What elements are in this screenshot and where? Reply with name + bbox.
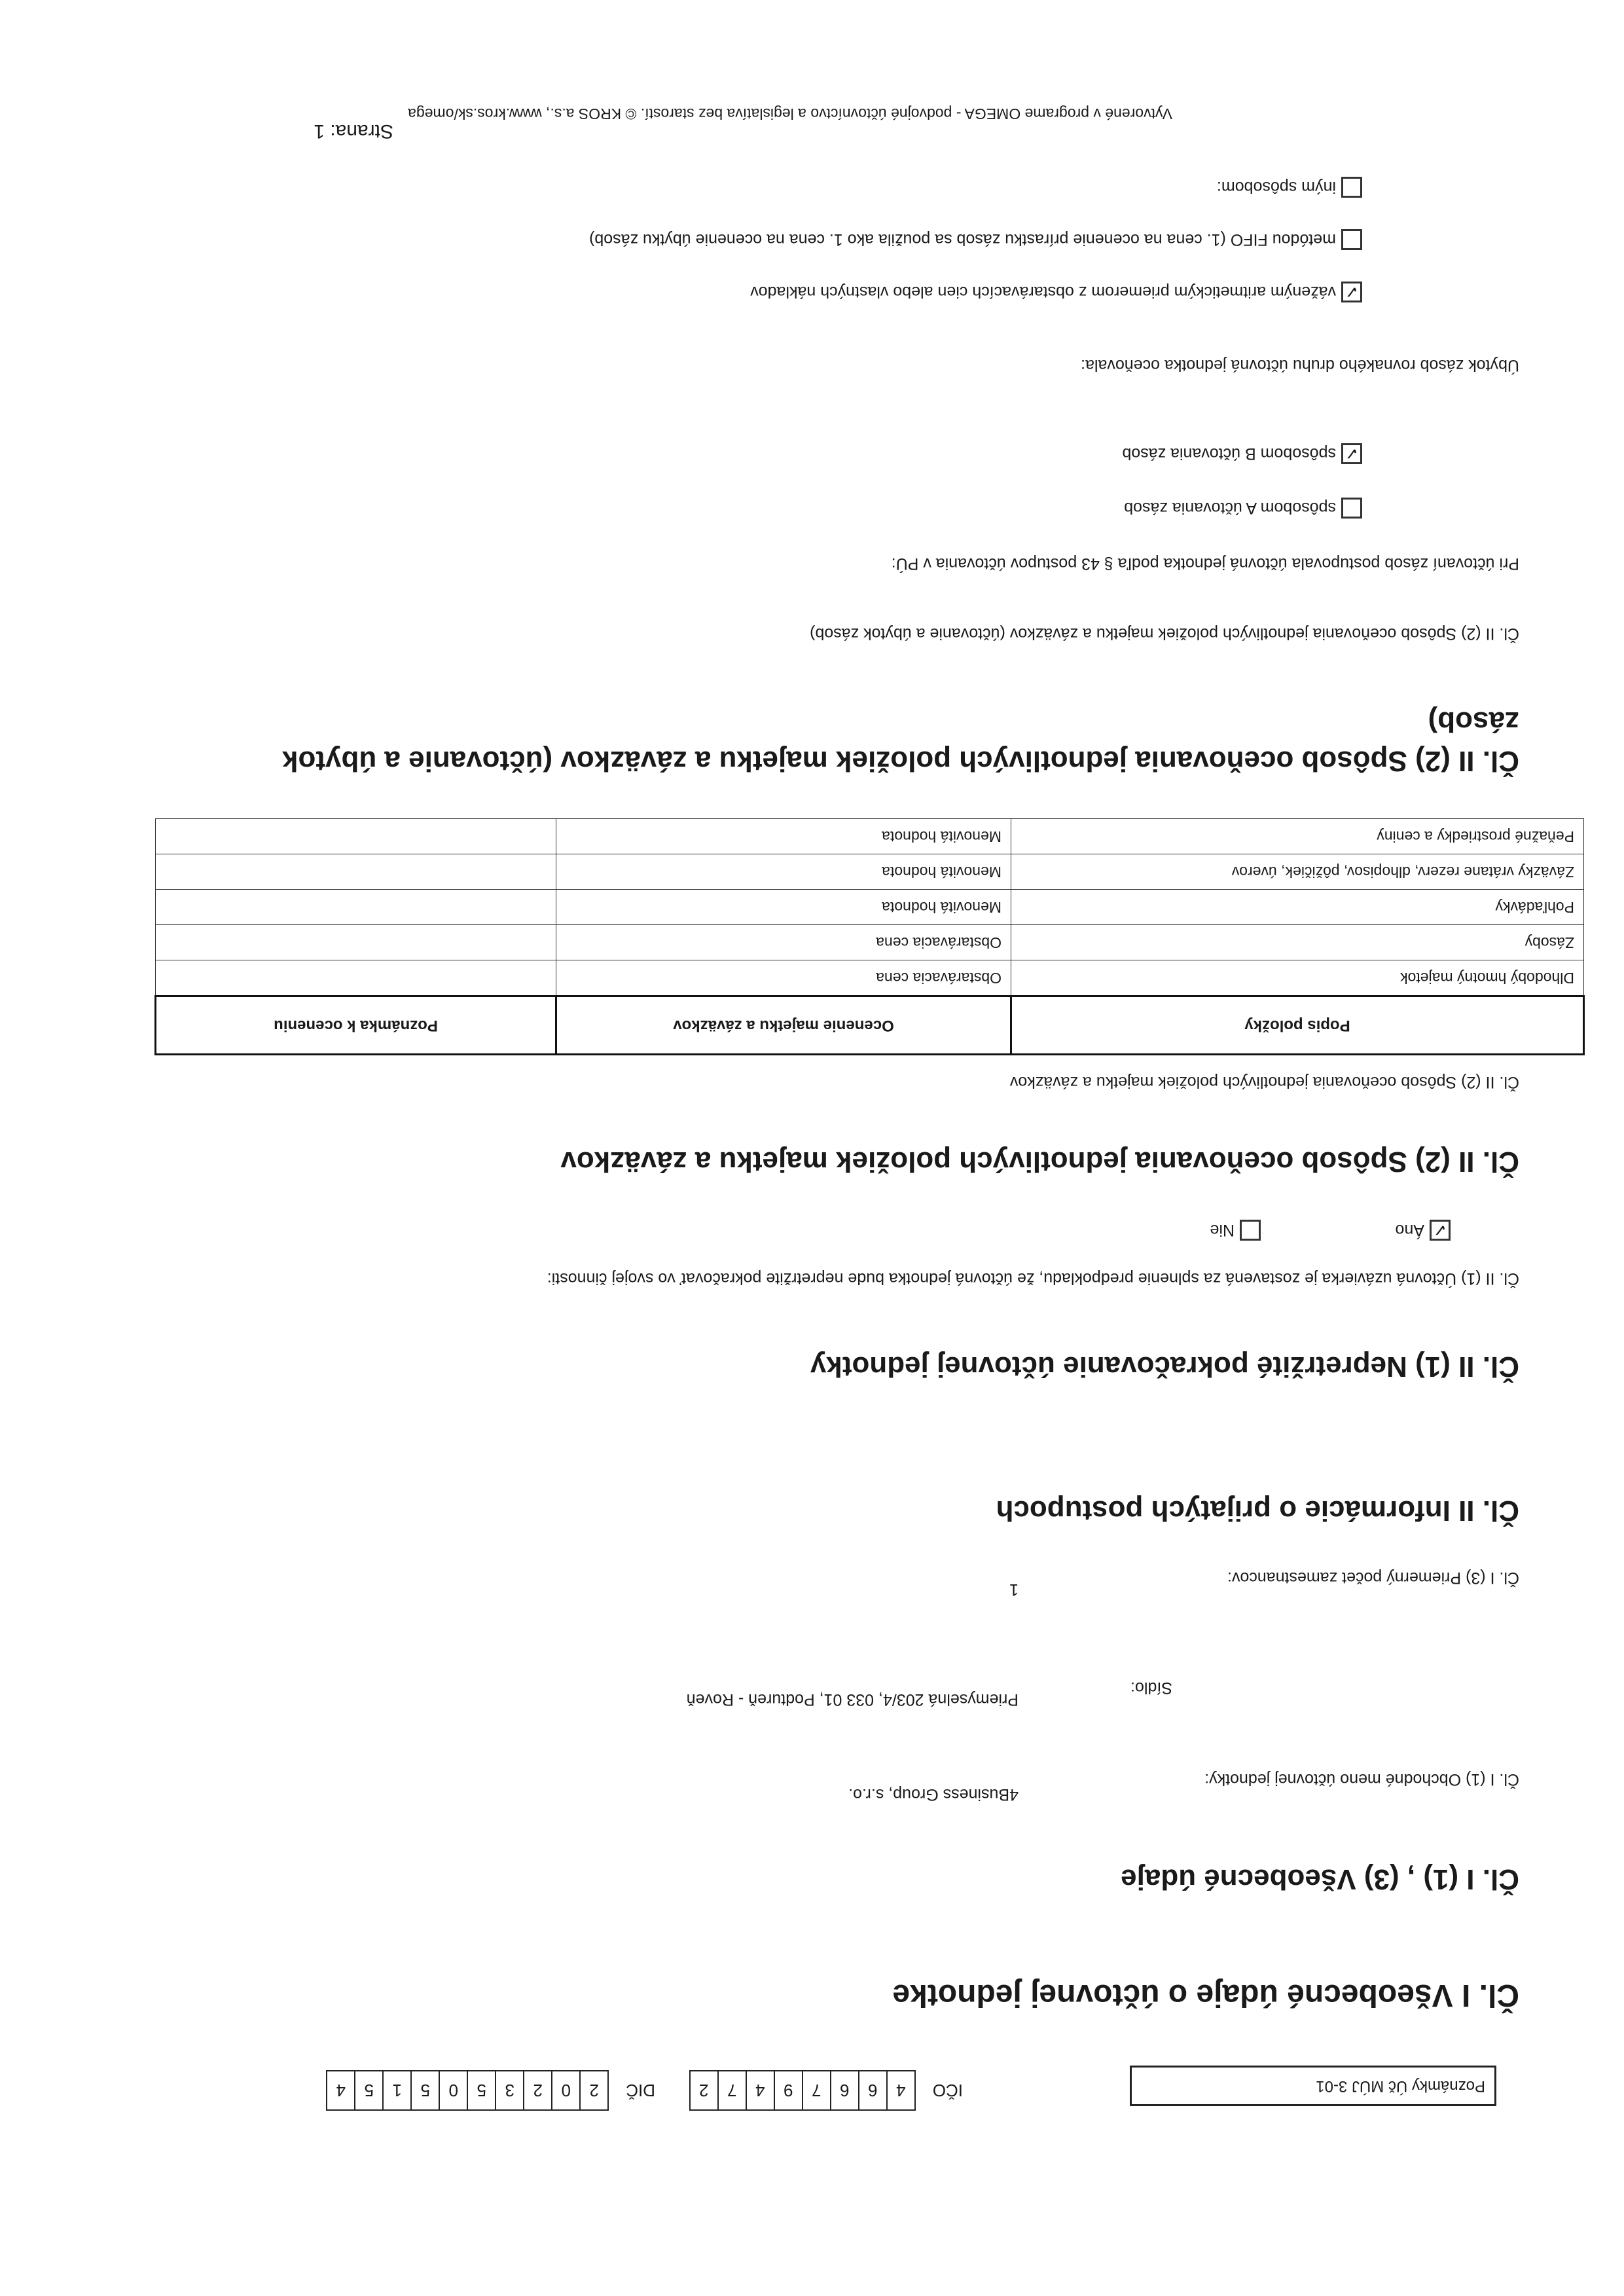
decrease-option-fifo[interactable] — [589, 229, 1362, 250]
table-cell: Zásoby — [1011, 925, 1584, 960]
method-b-label: spôsobom B účtovania zásob — [1122, 445, 1336, 464]
inventory-title-line2: zásob) — [1428, 706, 1519, 738]
option-yes-label: Áno — [1395, 1221, 1424, 1240]
valuation-subtext: Čl. II (2) Spôsob oceňovania jednotlivých položiek majetku a záväzkov — [1009, 1073, 1519, 1091]
ico-field — [689, 2069, 963, 2111]
dic-digit: 0 — [551, 2071, 579, 2109]
table-cell: Menovitá hodnota — [556, 854, 1011, 890]
footer-created-text: Vytvorené v programe OMEGA - podvojné účtovníctvo a legislatíva bez starostí. © KROS a.s., www.kros.sk/omega — [408, 105, 1172, 122]
ico-digit: 4 — [886, 2071, 914, 2109]
dic-digit: 5 — [410, 2071, 439, 2109]
section1-title: Čl. I Všeobecné údaje o účtovnej jednotke — [892, 1978, 1519, 2013]
table-row — [156, 960, 1584, 996]
table-row — [156, 854, 1584, 890]
table-header-cell: Poznámka k oceneniu — [156, 996, 556, 1055]
other-method-label: iným spôsobom: — [1216, 178, 1336, 197]
valuation-title: Čl. II (2) Spôsob oceňovania jednotlivých položiek majetku a záväzkov — [560, 1146, 1519, 1178]
fifo-label: metódou FIFO (1. cena na ocenenie prírastku zásob sa použila ako 1. cena na ocenenie úbytku zásob) — [589, 230, 1336, 249]
form-id-box — [1130, 2066, 1496, 2106]
dic-digits — [326, 2070, 609, 2111]
section2-title: Čl. II Informácie o prijatých postupoch — [996, 1495, 1519, 1527]
dic-label: DIČ — [626, 2081, 655, 2101]
table-cell: Dlhodobý hmotný majetok — [1011, 960, 1584, 996]
going-concern-text: Čl. II (1) Účtovná uzávierka je zostavená za splnenie predpokladu, že účtovná jednotka bude nepretržite pokračovať vo svojej činnosti: — [547, 1269, 1519, 1288]
decrease-option-other[interactable] — [1217, 177, 1362, 198]
table-cell — [156, 925, 556, 960]
company-name-value: 4Business Group, s.r.o. — [848, 1785, 1019, 1804]
ico-digit: 2 — [699, 2081, 709, 2101]
ico-label: IČO — [932, 2081, 963, 2101]
employees-value: 1 — [1009, 1580, 1019, 1599]
page-number: Strana: 1 — [314, 120, 393, 142]
valuation-table — [154, 818, 1585, 1055]
company-name-label: Čl. I (1) Obchodné meno účtovnej jednotky: — [1204, 1770, 1519, 1789]
dic-digit: 5 — [467, 2071, 495, 2109]
table-cell: Obstarávacia cena — [556, 925, 1011, 960]
table-cell: Peňažné prostriedky a ceniny — [1011, 819, 1584, 854]
checkbox-yes[interactable]: ✓ — [1430, 1220, 1451, 1241]
method-b-option[interactable] — [1122, 443, 1362, 464]
going-concern-title: Čl. II (1) Nepretržité pokračovanie účtovnej jednotky — [810, 1351, 1519, 1383]
dic-digit: 5 — [354, 2071, 382, 2109]
ico-digit: 4 — [746, 2071, 774, 2109]
ico-digit: 9 — [774, 2071, 802, 2109]
option-no-label: Nie — [1210, 1221, 1235, 1240]
employees-label: Čl. I (3) Priemerný počet zamestnancov: — [1227, 1569, 1519, 1587]
checkbox-other-method[interactable] — [1341, 177, 1362, 198]
inventory-method-text: Pri účtovaní zásob postupovala účtovná jednotka podľa § 43 postupov účtovania v PÚ: — [891, 555, 1519, 573]
table-cell — [156, 819, 556, 854]
ico-digit: 6 — [830, 2071, 858, 2109]
table-cell: Pohľadávky — [1011, 890, 1584, 925]
checkbox-weighted-average[interactable]: ✓ — [1341, 282, 1362, 302]
table-cell: Obstarávacia cena — [556, 960, 1011, 996]
form-id-text: Poznámky Úč MÚJ 3-01 — [1316, 2077, 1485, 2095]
method-a-label: spôsobom A účtovania zásob — [1124, 499, 1336, 518]
table-cell: Menovitá hodnota — [556, 819, 1011, 854]
dic-field — [326, 2069, 655, 2111]
dic-digit: 3 — [495, 2071, 523, 2109]
going-concern-yes[interactable] — [1396, 1220, 1451, 1241]
dic-digit: 1 — [382, 2071, 410, 2109]
table-cell — [156, 890, 556, 925]
ico-digit: 7 — [717, 2071, 746, 2109]
table-row — [156, 890, 1584, 925]
checkbox-method-a[interactable] — [1341, 498, 1362, 519]
inventory-subtext: Čl. II (2) Spôsob oceňovania jednotlivých položiek majetku a záväzkov (účtovanie a úbytok zásob) — [810, 625, 1519, 643]
checkbox-fifo[interactable] — [1341, 229, 1362, 250]
decrease-text: Úbytok zásob rovnakého druhu účtovná jednotka oceňovala: — [1081, 356, 1519, 374]
going-concern-no[interactable] — [1210, 1220, 1261, 1241]
dic-digit: 2 — [579, 2071, 607, 2109]
ico-digit: 7 — [802, 2071, 830, 2109]
table-header-row — [156, 996, 1584, 1055]
table-cell: Menovitá hodnota — [556, 890, 1011, 925]
dic-digit: 0 — [439, 2071, 467, 2109]
method-a-option[interactable] — [1124, 498, 1362, 519]
checkbox-method-b[interactable]: ✓ — [1341, 443, 1362, 464]
table-header-cell: Ocenenie majetku a záväzkov — [556, 996, 1011, 1055]
weighted-average-label: váženým aritmetickým priemerom z obstarávacích cien alebo vlastných nákladov — [750, 283, 1336, 302]
decrease-option-avg[interactable] — [750, 282, 1362, 302]
dic-digit: 2 — [523, 2071, 551, 2109]
table-cell — [156, 854, 556, 890]
table-header-cell: Popis položky — [1011, 996, 1584, 1055]
seat-value: Priemyselná 203/4, 033 01, Podtureň - Roveň — [686, 1690, 1019, 1709]
section1-subtitle: Čl. I (1) , (3) Všeobecné údaje — [1121, 1863, 1519, 1895]
table-cell: Záväzky vrátane rezerv, dlhopisov, pôžičiek, úverov — [1011, 854, 1584, 890]
seat-label: Sídlo: — [1130, 1679, 1172, 1697]
checkbox-no[interactable] — [1240, 1220, 1261, 1241]
table-row — [156, 925, 1584, 960]
inventory-title-line1: Čl. II (2) Spôsob oceňovania jednotlivých položiek majetku a záväzkov (účtovanie a úbytok — [281, 745, 1519, 777]
dic-digit: 4 — [336, 2081, 346, 2101]
table-row — [156, 819, 1584, 854]
ico-digit: 6 — [858, 2071, 886, 2109]
table-cell — [156, 960, 556, 996]
ico-digits — [689, 2070, 916, 2111]
